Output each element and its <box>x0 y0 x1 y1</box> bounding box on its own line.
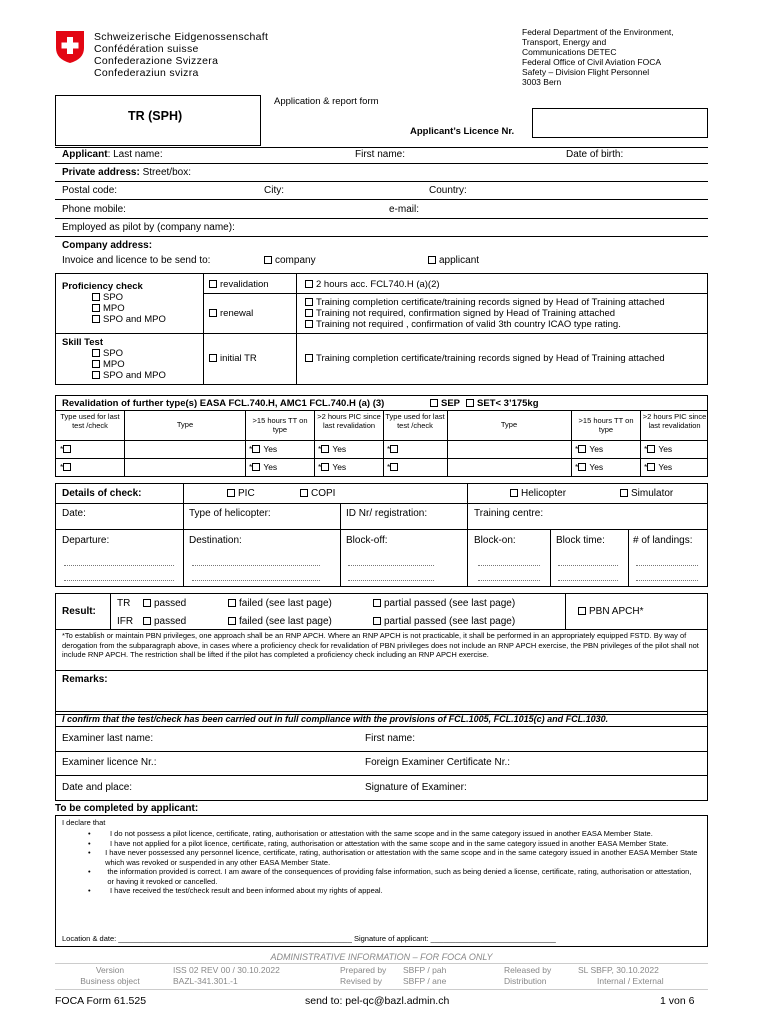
remarks-input[interactable] <box>60 686 700 712</box>
tr-label: TR <box>117 598 131 609</box>
landings-field[interactable]: # of landings: <box>633 535 693 546</box>
applicant-option-label: applicant <box>439 255 480 266</box>
two-hours-checkbox[interactable] <box>305 279 440 290</box>
footer-send-to[interactable]: send to: pel-qc@bazl.admin.ch <box>305 995 450 1007</box>
declaration-item: • the information provided is correct. I am aware of the consequences of providing false information, such as being denied a license, certificate, rating, authorisation or attestation, or having it revoked or cancelled. <box>88 867 692 886</box>
conf-line: Confédération suisse <box>94 43 199 55</box>
declaration-item: • I have received the test/check result and been informed about my rights of appeal. <box>88 886 383 895</box>
simulator-checkbox[interactable] <box>620 488 673 499</box>
swiss-coat-of-arms-icon <box>55 30 85 64</box>
foreign-cert-field[interactable]: Foreign Examiner Certificate Nr.: <box>365 757 511 768</box>
phone-field[interactable]: Phone mobile: <box>62 204 126 215</box>
admin-released: Released by <box>504 965 552 975</box>
dob-field[interactable]: Date of birth: <box>566 149 624 160</box>
date-field[interactable]: Date: <box>62 508 86 519</box>
form-title: TR (SPH) <box>128 109 183 123</box>
tr-passed-checkbox[interactable] <box>143 598 186 609</box>
skill-option-label: MPO <box>103 359 125 370</box>
authority-address <box>522 27 674 87</box>
pbn-note: *To establish or maintain PBN privileges, one approach shall be an RNP APCH. Where an RNP APCH is not practicable, it shall be performed in an appropriately equipped FSTD. By way of derogation from the subparagraph above, in cases where a proficiency check for revalidation of PBN privileges does not include an RNP APCH exercise, the PBN privileges of the pilot shall not include RNP APCH. The restriction shall be lifted if the pilot has completed a proficiency check including an RNP APCH exercise. <box>62 631 699 659</box>
initial-tr-label: initial TR <box>220 353 257 364</box>
reval-row-2-hours2-checkbox[interactable]: * Yes <box>575 462 604 472</box>
set-label: SET< 3’175kg <box>477 398 539 409</box>
ifr-failed-checkbox[interactable] <box>228 616 332 627</box>
partial-label: partial passed (see last page) <box>384 598 516 609</box>
proficiency-title: Proficiency check <box>62 281 143 292</box>
revalidation-label: revalidation <box>220 279 269 290</box>
examiner-licence-field[interactable]: Examiner licence Nr.: <box>62 757 157 768</box>
licence-input[interactable] <box>532 108 708 138</box>
confirmation-text: I confirm that the test/check has been carried out in full compliance with the provisions of FCL.1005, FCL.1015(c) and FCL.1030. <box>62 714 609 724</box>
failed-label: failed (see last page) <box>239 598 332 609</box>
ifr-passed-checkbox[interactable] <box>143 616 186 627</box>
skill-spo-checkbox[interactable] <box>92 348 166 359</box>
reval-header: Type used for last test /check <box>385 412 445 430</box>
private-address-label: Private address: <box>62 167 140 178</box>
set-checkbox[interactable] <box>466 398 539 409</box>
registration-field[interactable]: ID Nr/ registration: <box>346 508 428 519</box>
authority-line: Communications DETEC <box>522 47 617 57</box>
conf-line: Confederaziun svizra <box>94 67 199 79</box>
lastname-field[interactable] <box>62 149 163 160</box>
pc-spo-checkbox[interactable] <box>92 292 166 303</box>
admin-sl: SL SBFP, 30.10.2022 <box>578 965 659 975</box>
conf-line: Confederazione Svizzera <box>94 55 219 67</box>
pc-spo-mpo-checkbox[interactable] <box>92 314 166 325</box>
skill-option-label: SPO <box>103 348 124 359</box>
conf-line: Schweizerische Eidgenossenschaft <box>94 31 269 43</box>
licence-label: Applicant’s Licence Nr. <box>410 126 515 137</box>
admin-iss: ISS 02 REV 00 / 30.10.2022 <box>173 965 280 975</box>
pc-options <box>92 292 166 325</box>
reval-header: >2 hours PIC since last revalidation <box>317 412 381 430</box>
initial-option-checkbox[interactable] <box>305 353 665 364</box>
admin-sbfp1: SBFP / pah <box>403 965 447 975</box>
examiner-first-field[interactable]: First name: <box>365 733 416 744</box>
renewal-option-label: Training not required , confirmation of valid 3th country ICAO type rating. <box>316 319 621 330</box>
initial-tr-checkbox[interactable] <box>209 353 257 364</box>
sep-checkbox[interactable] <box>430 398 460 409</box>
skill-mpo-checkbox[interactable] <box>92 359 166 370</box>
admin-prepared: Prepared by <box>340 965 387 975</box>
date-place-field[interactable]: Date and place: <box>62 782 133 793</box>
renewal-option-label: Training completion certificate/training records signed by Head of Training attached <box>316 297 665 308</box>
blockoff-field[interactable]: Block-off: <box>346 535 388 546</box>
reval-header: >15 hours TT on type <box>252 416 308 434</box>
skill-spo-mpo-checkbox[interactable] <box>92 370 166 381</box>
company-address-field[interactable]: Company address: <box>62 240 153 251</box>
reval-header: Type <box>176 420 194 429</box>
lastname-label: : Last name: <box>107 149 163 160</box>
passed-label: passed <box>154 616 187 627</box>
destination-field[interactable]: Destination: <box>189 535 242 546</box>
reval-row-2-type-checkbox[interactable]: * <box>60 462 74 472</box>
city-field[interactable]: City: <box>264 185 284 196</box>
copi-label: COPI <box>311 488 336 499</box>
admin-version: Version <box>95 965 125 975</box>
examiner-last-field[interactable]: Examiner last name: <box>62 733 154 744</box>
helicopter-label: Helicopter <box>521 488 567 499</box>
blocktime-field[interactable]: Block time: <box>556 535 605 546</box>
admin-revised: Revised by <box>340 976 383 986</box>
declaration-item: • I do not possess a pilot licence, certificate, rating, authorisation or attestation with the same scope and in the same category issued in another EASA Member State. <box>88 829 653 838</box>
renewal-option-checkbox[interactable] <box>305 319 665 330</box>
private-address-field[interactable] <box>62 167 191 178</box>
admin-internal: Internal / External <box>597 976 664 986</box>
reval-row-2-hours-checkbox[interactable]: * Yes <box>249 462 278 472</box>
admin-business: Business object <box>80 976 140 986</box>
authority-line: Federal Department of the Environment, <box>522 27 674 37</box>
declaration-title: To be completed by applicant: <box>55 803 199 814</box>
company-label: company <box>275 255 316 266</box>
declaration-list <box>88 829 700 896</box>
ifr-partial-checkbox[interactable] <box>373 616 515 627</box>
employed-field[interactable]: Employed as pilot by (company name): <box>62 222 235 233</box>
confederation-names <box>94 31 268 79</box>
pc-option-label: SPO <box>103 292 124 303</box>
authority-line: Federal Office of Civil Aviation FOCA <box>522 57 662 67</box>
initial-option-label: Training completion certificate/training records signed by Head of Training attached <box>316 353 665 364</box>
reval-row-2-pic-checkbox[interactable]: * Yes <box>318 462 347 472</box>
failed-label: failed (see last page) <box>239 616 332 627</box>
footer-page: 1 von 6 <box>660 995 695 1007</box>
pc-option-label: SPO and MPO <box>103 314 166 325</box>
examiner-signature-field[interactable]: Signature of Examiner: <box>365 782 467 793</box>
reval-header: Type <box>500 420 518 429</box>
skill-test-title: Skill Test <box>62 337 104 348</box>
ifr-label: IFR <box>117 616 134 627</box>
partial-label: partial passed (see last page) <box>384 616 516 627</box>
renewal-option-label: Training not required, confirmation signed by Head of Training attached <box>316 308 616 319</box>
postal-field[interactable]: Postal code: <box>62 185 118 196</box>
admin-distribution: Distribution <box>504 976 547 986</box>
reval-header: Type used for last test /check <box>60 412 120 430</box>
renewal-checkbox[interactable] <box>209 308 253 319</box>
departure-field[interactable]: Departure: <box>62 535 110 546</box>
reval-header: >15 hours TT on type <box>578 416 634 434</box>
tr-partial-checkbox[interactable] <box>373 598 515 609</box>
skill-options <box>92 348 166 381</box>
pic-checkbox[interactable] <box>227 488 255 499</box>
reval-row-1-type-checkbox[interactable]: * <box>60 444 74 454</box>
sep-label: SEP <box>441 398 461 409</box>
two-hours-label: 2 hours acc. FCL740.H (a)(2) <box>316 279 440 290</box>
country-field[interactable]: Country: <box>429 185 467 196</box>
revalidation-title: Revalidation of further type(s) EASA FCL.740.H, AMC1 FCL.740.H (a) (3) <box>62 398 385 409</box>
renewal-option-checkbox[interactable] <box>305 308 665 319</box>
pc-mpo-checkbox[interactable] <box>92 303 166 314</box>
blockon-field[interactable]: Block-on: <box>474 535 516 546</box>
admin-title: ADMINISTRATIVE INFORMATION – FOR FOCA ONLY <box>270 952 493 962</box>
skill-option-label: SPO and MPO <box>103 370 166 381</box>
authority-line: Safety – Division Flight Personnel <box>522 67 650 77</box>
simulator-label: Simulator <box>631 488 674 499</box>
declaration-intro: I declare that <box>62 818 106 827</box>
authority-line: Transport, Energy and <box>522 37 607 47</box>
reval-header: >2 hours PIC since last revalidation <box>642 412 707 430</box>
reval-row-2-type2-checkbox[interactable]: * <box>387 462 401 472</box>
authority-line: 3003 Bern <box>522 77 562 87</box>
street-label: Street/box: <box>139 167 191 178</box>
reval-row-1-pic-checkbox[interactable]: * Yes <box>318 444 347 454</box>
invoice-applicant-checkbox[interactable] <box>428 255 479 266</box>
admin-sbfp2: SBFP / ane <box>403 976 447 986</box>
reval-row-1-hours2-checkbox[interactable]: * Yes <box>575 444 604 454</box>
declaration-item: • I have never possessed any personnel licence, certificate, rating, authorisation or attestation with the same scope and in the same category issued in another EASA Member State which was revoked or suspended in any other EASA Member State. <box>88 848 698 867</box>
applicant-label: Applicant <box>62 149 108 160</box>
invoice-company-checkbox[interactable] <box>264 255 316 266</box>
pbn-label: PBN APCH* <box>589 606 644 617</box>
declaration-item: • I have not applied for a pilot licence, certificate, rating, authorisation or attestation with the same scope and in the same category issued in another EASA Member State. <box>88 838 669 848</box>
passed-label: passed <box>154 598 187 609</box>
result-label: Result: <box>62 606 96 617</box>
renewal-label: renewal <box>220 308 254 319</box>
location-signature-line[interactable]: Location & date: ________________________________________________________ Signature of applicant: ______________________________ <box>62 934 556 943</box>
admin-bazl: BAZL-341.301.-1 <box>173 976 238 986</box>
renewal-option-checkbox[interactable] <box>305 297 665 308</box>
firstname-field[interactable]: First name: <box>355 149 406 160</box>
renewal-options <box>305 297 665 330</box>
pbn-apch-checkbox[interactable] <box>578 606 643 617</box>
type-heli-field[interactable]: Type of helicopter: <box>189 508 271 519</box>
reval-row-2-pic2-checkbox[interactable]: * Yes <box>644 462 673 472</box>
reval-row-1-pic2-checkbox[interactable]: * Yes <box>644 444 673 454</box>
reval-row-1-type2-checkbox[interactable]: * <box>387 444 401 454</box>
pic-label: PIC <box>238 488 255 499</box>
remarks-label: Remarks: <box>62 674 108 685</box>
invoice-label: Invoice and licence to be send to: <box>62 255 211 266</box>
email-field[interactable]: e-mail: <box>389 204 420 215</box>
form-subtitle: Application & report form <box>274 96 379 107</box>
pc-option-label: MPO <box>103 303 125 314</box>
reval-row-1-hours-checkbox[interactable]: * Yes <box>249 444 278 454</box>
revalidation-checkbox[interactable] <box>209 279 269 290</box>
footer-form-number: FOCA Form 61.525 <box>55 995 147 1007</box>
training-centre-field[interactable]: Training centre: <box>474 508 544 519</box>
helicopter-checkbox[interactable] <box>510 488 566 499</box>
details-label: Details of check: <box>62 488 142 499</box>
tr-failed-checkbox[interactable] <box>228 598 332 609</box>
copi-checkbox[interactable] <box>300 488 335 499</box>
